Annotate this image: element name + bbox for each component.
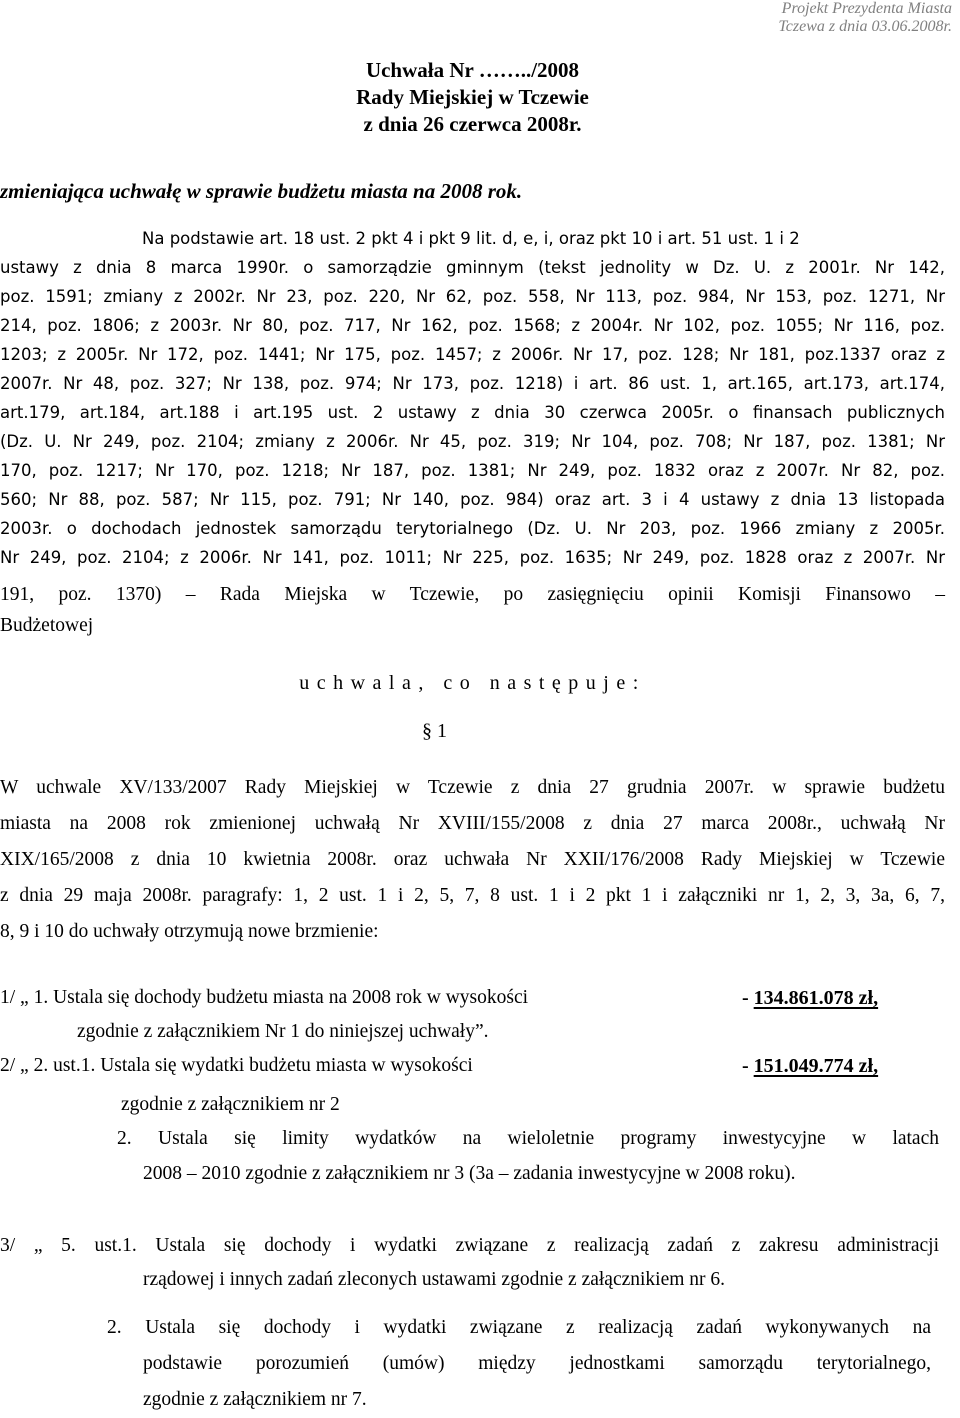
legal-basis-line: 214, poz. 1806; z 2003r. Nr 80, poz. 717, Nr 162, poz. 1568; z 2004r. Nr 102, poz. 1055; Nr 116, poz. (0, 316, 945, 335)
resolution-subject: zmieniająca uchwałę w sprawie budżetu miasta na 2008 rok. (0, 179, 523, 203)
section-mark: § 1 (422, 720, 447, 742)
item-2-point-2: 2. Ustala się limity wydatków na wieloletnie programy inwestycyjne w latach (117, 1128, 939, 1149)
legal-basis-line: Nr 249, poz. 2104; z 2006r. Nr 141, poz. 1011; Nr 225, poz. 1635; Nr 249, poz. 1828 oraz z 2007r. Nr (0, 548, 945, 567)
intro-line: 8, 9 i 10 do uchwały otrzymują nowe brzmienie: (0, 921, 379, 942)
item-1-value (742, 987, 878, 1010)
legal-basis-line: 170, poz. 1217; Nr 170, poz. 1218; Nr 187, poz. 1381; Nr 249, poz. 1832 oraz z 2007r. Nr 82, poz. (0, 461, 945, 480)
legal-basis-line: Na podstawie art. 18 ust. 2 pkt 4 i pkt 9 lit. d, e, i, oraz pkt 10 i art. 51 ust. 1 i 2 (142, 229, 800, 248)
item-1-text: 1/ „ 1. Ustala się dochody budżetu miasta na 2008 rok w wysokości (0, 987, 529, 1008)
legal-basis-line: poz. 1591; zmiany z 2002r. Nr 23, poz. 220, Nr 62, poz. 558, Nr 113, poz. 984, Nr 153, poz. 1271, Nr (0, 287, 945, 306)
legal-basis-line: 191, poz. 1370) – Rada Miejska w Tczewie, po zasięgnięciu opinii Komisji Finansowo – (0, 584, 945, 605)
resolution-council: Rady Miejskiej w Tczewie (356, 85, 589, 109)
item-2-dash: - (742, 1055, 754, 1077)
legal-basis-line: 2003r. o dochodach jednostek samorządu terytorialnego (Dz. U. Nr 203, poz. 1966 zmiany z 2005r. (0, 519, 945, 538)
draft-note-line2: Tczewa z dnia 03.06.2008r. (778, 18, 952, 35)
item-3-text: 3/ „ 5. ust.1. Ustala się dochody i wydatki związane z realizacją zadań z zakresu administracji (0, 1235, 939, 1256)
item-3-point-2: 2. Ustala się dochody i wydatki związane z realizacją zadań wykonywanych na (107, 1317, 931, 1338)
item-3-text-cont: rządowej i innych zadań zleconych ustawami zgodnie z załącznikiem nr 6. (143, 1269, 726, 1290)
legal-basis-line: 560; Nr 88, poz. 587; Nr 115, poz. 791; Nr 140, poz. 984) oraz art. 3 i 4 ustawy z dnia 13 listopada (0, 490, 945, 509)
item-2-amount: 151.049.774 zł, (753, 1055, 879, 1077)
item-1-dash: - (742, 987, 754, 1009)
legal-basis-line: 1203; z 2005r. Nr 172, poz. 1441; Nr 175, poz. 1457; z 2006r. Nr 17, poz. 128; Nr 181, poz.1337 oraz z (0, 345, 945, 364)
legal-basis-line: ustawy z dnia 8 marca 1990r. o samorządzie gminnym (tekst jednolity w Dz. U. z 2001r. Nr 142, (0, 258, 945, 277)
legal-basis-line: (Dz. U. Nr 249, poz. 2104; zmiany z 2006r. Nr 45, poz. 319; Nr 104, poz. 708; Nr 187, poz. 1381; Nr (0, 432, 945, 451)
intro-line: miasta na 2008 rok zmienionej uchwałą Nr XVIII/155/2008 z dnia 27 marca 2008r., uchwałą Nr (0, 813, 945, 834)
item-2-value (742, 1055, 878, 1078)
resolves-heading: uchwala, co następuje: (299, 672, 646, 694)
item-3-point-2-cont: podstawie porozumień (umów) między jednostkami samorządu terytorialnego, (143, 1353, 931, 1374)
intro-line: z dnia 29 maja 2008r. paragrafy: 1, 2 ust. 1 i 2, 5, 7, 8 ust. 1 i 2 pkt 1 i załączniki nr 1, 2, 3, 3a, 6, 7, (0, 885, 945, 906)
item-1-amount: 134.861.078 zł, (753, 987, 879, 1009)
resolution-title: Uchwała Nr ……../2008 (365, 58, 580, 82)
intro-line: W uchwale XV/133/2007 Rady Miejskiej w Tczewie z dnia 27 grudnia 2007r. w sprawie budżetu (0, 777, 945, 798)
item-2-text: 2/ „ 2. ust.1. Ustala się wydatki budżetu miasta w wysokości (0, 1055, 473, 1076)
legal-basis-line: art.179, art.184, art.188 i art.195 ust. 2 ustawy z dnia 30 czerwca 2005r. o finansach publicznych (0, 403, 945, 422)
item-2-reference: zgodnie z załącznikiem nr 2 (121, 1094, 340, 1115)
draft-note-line1: Projekt Prezydenta Miasta (781, 0, 952, 17)
intro-line: XIX/165/2008 z dnia 10 kwietnia 2008r. oraz uchwała Nr XXII/176/2008 Rady Miejskiej w Tczewie (0, 849, 945, 870)
item-1-reference: zgodnie z załącznikiem Nr 1 do niniejszej uchwały”. (77, 1021, 489, 1042)
item-3-point-2-end: zgodnie z załącznikiem nr 7. (143, 1389, 367, 1410)
item-2-point-2-cont: 2008 – 2010 zgodnie z załącznikiem nr 3 (3a – zadania inwestycyjne w 2008 roku). (143, 1163, 796, 1184)
section-number: 1 (437, 720, 447, 742)
legal-basis-line: 2007r. Nr 48, poz. 327; Nr 138, poz. 974; Nr 173, poz. 1218) i art. 86 ust. 1, art.165, art.173, art.174, (0, 374, 945, 393)
legal-basis-line: Budżetowej (0, 615, 94, 636)
resolution-date: z dnia 26 czerwca 2008r. (363, 112, 582, 136)
